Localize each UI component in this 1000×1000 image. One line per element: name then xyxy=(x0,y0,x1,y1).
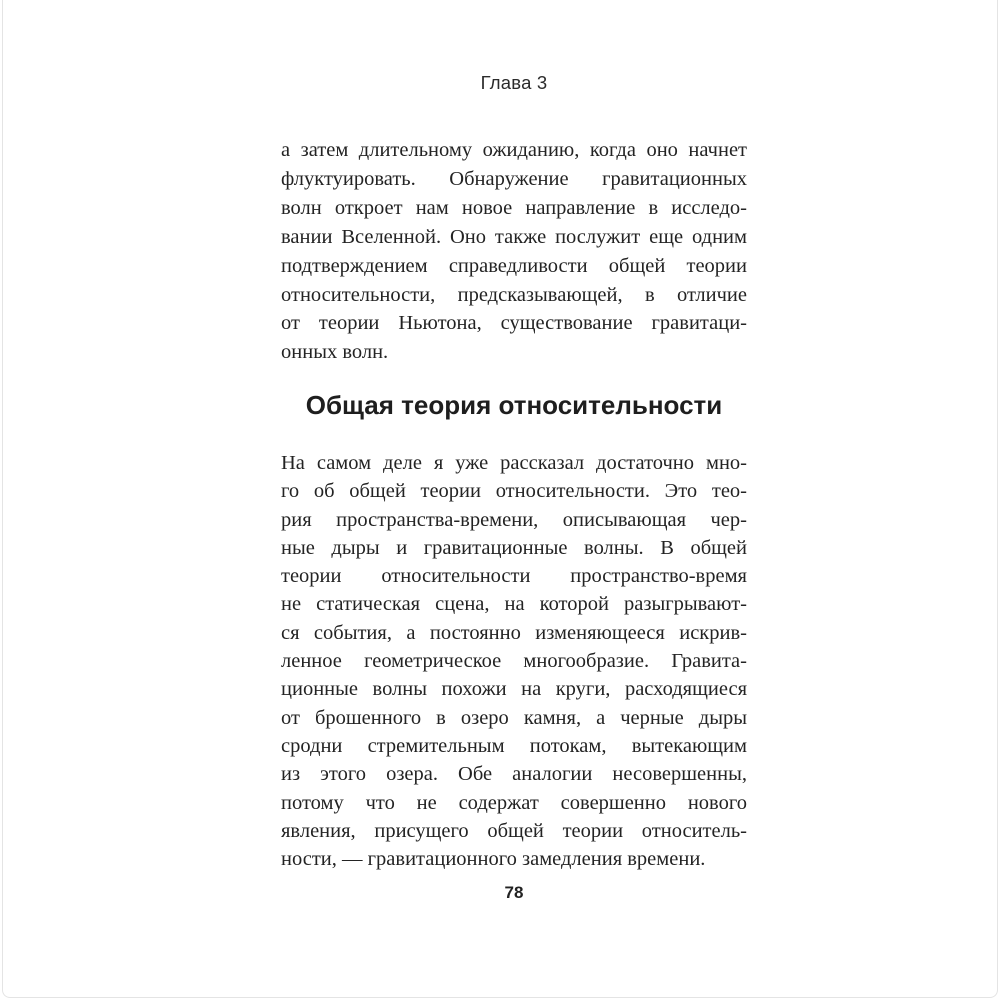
text-line: ленное геометрическое многообразие. Гравита- xyxy=(281,650,747,673)
text-line: явления, присущего общей теории относитель- xyxy=(281,819,747,842)
text-line: ные дыры и гравитационные волны. В общей xyxy=(281,536,747,559)
text-line: теории относительности пространство-время xyxy=(281,565,747,588)
text-line: волн откроет нам новое направление в исследо- xyxy=(281,196,747,219)
running-head-chapter: Глава 3 xyxy=(480,72,548,93)
paragraph-body xyxy=(281,449,747,873)
text-line: не статическая сцена, на которой разыгрывают- xyxy=(281,593,747,616)
text-line: а затем длительному ожиданию, когда оно начнет xyxy=(281,139,747,161)
text-line: го об общей теории относительности. Это тео- xyxy=(281,480,747,503)
text-line: относительности, предсказывающей, в отличие xyxy=(281,283,747,306)
text-line: из этого озера. Обе аналогии несовершенны, xyxy=(281,763,747,786)
section-heading: Общая теория относительности xyxy=(305,390,723,420)
text-line: потому что не содержат совершенно нового xyxy=(281,791,747,814)
text-line: от брошенного в озеро камня, а черные дыры xyxy=(281,706,747,729)
text-line: от теории Ньютона, существование гравитаци- xyxy=(281,312,747,335)
text-line: флуктуировать. Обнаружение гравитационных xyxy=(281,167,747,190)
text-line: вании Вселенной. Оно также послужит еще одним xyxy=(281,225,747,248)
text-line: ности, — гравитационного замедления времени. xyxy=(281,848,706,871)
text-column xyxy=(281,0,747,1000)
text-line: На самом деле я уже рассказал достаточно мно- xyxy=(281,452,747,474)
text-line: онных волн. xyxy=(281,341,389,364)
text-line: ся события, а постоянно изменяющееся искрив- xyxy=(281,621,747,644)
paragraph-continuation xyxy=(281,136,747,367)
text-line: сродни стремительным потокам, вытекающим xyxy=(281,734,747,757)
page-number: 78 xyxy=(504,883,524,902)
text-line: ционные волны похожи на круги, расходящиеся xyxy=(281,678,747,701)
text-line: подтверждением справедливости общей теории xyxy=(281,254,747,277)
text-line: рия пространства-времени, описывающая чер- xyxy=(281,508,747,531)
